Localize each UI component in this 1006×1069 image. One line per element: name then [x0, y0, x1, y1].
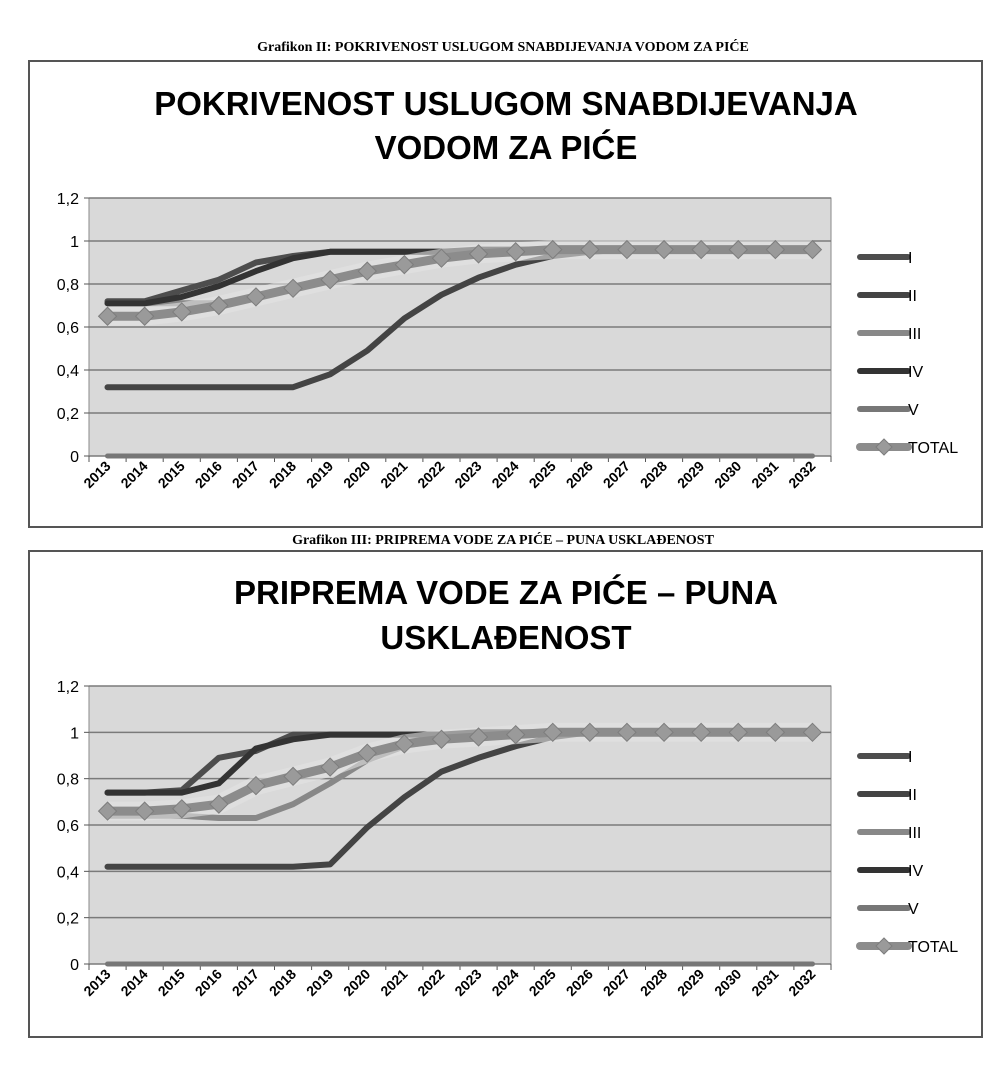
x-tick-label: 2023: [451, 965, 485, 1000]
x-tick-label: 2022: [414, 965, 448, 1000]
y-tick-label: 0,6: [56, 818, 79, 835]
x-tick-label: 2013: [80, 457, 114, 492]
x-tick-label: 2028: [636, 965, 671, 1000]
x-tick-label: 2015: [154, 457, 188, 492]
x-tick-label: 2020: [340, 965, 374, 1000]
legend-label-iv: IV: [908, 863, 924, 880]
legend-label-total: TOTAL: [908, 939, 959, 956]
y-tick-label: 0,8: [56, 277, 79, 294]
chart-title-line: USKLAĐENOST: [380, 619, 632, 656]
x-tick-label: 2031: [748, 965, 782, 1000]
legend-label-iv: IV: [908, 364, 924, 381]
legend-marker-total: [876, 938, 892, 954]
x-tick-label: 2030: [711, 457, 745, 492]
chart-caption-2: Grafikon III: PRIPREMA VODE ZA PIĆE – PUNA USKLAĐENOST: [292, 533, 714, 548]
x-tick-label: 2013: [80, 965, 114, 1000]
x-tick-label: 2031: [748, 457, 782, 492]
legend-label-iii: III: [908, 326, 922, 343]
y-tick-label: 0,4: [56, 363, 79, 380]
legend-label-v: V: [908, 901, 919, 918]
x-tick-label: 2018: [265, 457, 300, 492]
y-tick-label: 1,2: [56, 679, 79, 696]
x-tick-label: 2027: [599, 457, 634, 492]
legend-label-i: I: [908, 749, 913, 766]
x-tick-label: 2024: [488, 965, 522, 1000]
x-tick-label: 2028: [636, 457, 671, 492]
legend-label-iii: III: [908, 825, 922, 842]
legend-label-ii: II: [908, 288, 917, 305]
x-tick-label: 2029: [673, 965, 708, 1000]
x-tick-label: 2021: [377, 965, 411, 1000]
chart-caption-1: Grafikon II: POKRIVENOST USLUGOM SNABDIJEVANJA VODOM ZA PIĆE: [257, 40, 749, 55]
y-tick-label: 0,6: [56, 320, 79, 337]
chart-panel-1: [28, 60, 983, 528]
x-tick-label: 2026: [562, 965, 596, 1000]
x-tick-label: 2022: [414, 457, 448, 492]
y-tick-label: 0,2: [56, 406, 79, 423]
y-tick-label: 1,2: [56, 191, 79, 208]
chart-2-svg: [30, 552, 981, 1036]
chart-title-line: VODOM ZA PIĆE: [374, 129, 638, 166]
legend-marker-total: [876, 439, 892, 455]
x-tick-label: 2017: [228, 457, 263, 492]
chart-title-line: PRIPREMA VODE ZA PIĆE – PUNA: [234, 574, 778, 611]
x-tick-label: 2015: [154, 965, 188, 1000]
chart-title-line: POKRIVENOST USLUGOM SNABDIJEVANJA: [154, 85, 858, 122]
x-tick-label: 2027: [599, 965, 634, 1000]
chart-panel-2: [28, 550, 983, 1038]
x-tick-label: 2032: [785, 965, 819, 1000]
x-tick-label: 2017: [228, 965, 263, 1000]
x-tick-label: 2021: [377, 457, 411, 492]
x-tick-label: 2019: [302, 457, 337, 492]
chart-1-svg: [30, 62, 981, 526]
x-tick-label: 2026: [562, 457, 596, 492]
y-tick-label: 0,4: [56, 864, 79, 882]
x-tick-label: 2025: [525, 457, 559, 492]
legend-label-v: V: [908, 402, 919, 419]
y-tick-label: 0,8: [56, 771, 79, 789]
x-tick-label: 2032: [785, 457, 819, 492]
y-tick-label: 0: [70, 957, 79, 974]
y-tick-label: 1: [70, 234, 79, 251]
y-tick-label: 0: [70, 449, 79, 466]
x-tick-label: 2020: [340, 457, 374, 492]
y-tick-label: 0,2: [56, 910, 79, 928]
legend-label-i: I: [908, 250, 913, 267]
x-tick-label: 2016: [191, 457, 225, 492]
x-tick-label: 2018: [265, 965, 300, 1000]
x-tick-label: 2019: [302, 965, 337, 1000]
legend-label-total: TOTAL: [908, 440, 959, 457]
legend-label-ii: II: [908, 787, 917, 804]
x-tick-label: 2023: [451, 457, 485, 492]
x-tick-label: 2025: [525, 965, 559, 1000]
y-tick-label: 1: [70, 725, 79, 743]
x-tick-label: 2030: [711, 965, 745, 1000]
x-tick-label: 2014: [117, 965, 151, 1000]
x-tick-label: 2014: [117, 457, 151, 492]
x-tick-label: 2029: [673, 457, 708, 492]
x-tick-label: 2024: [488, 457, 522, 492]
x-tick-label: 2016: [191, 965, 225, 1000]
